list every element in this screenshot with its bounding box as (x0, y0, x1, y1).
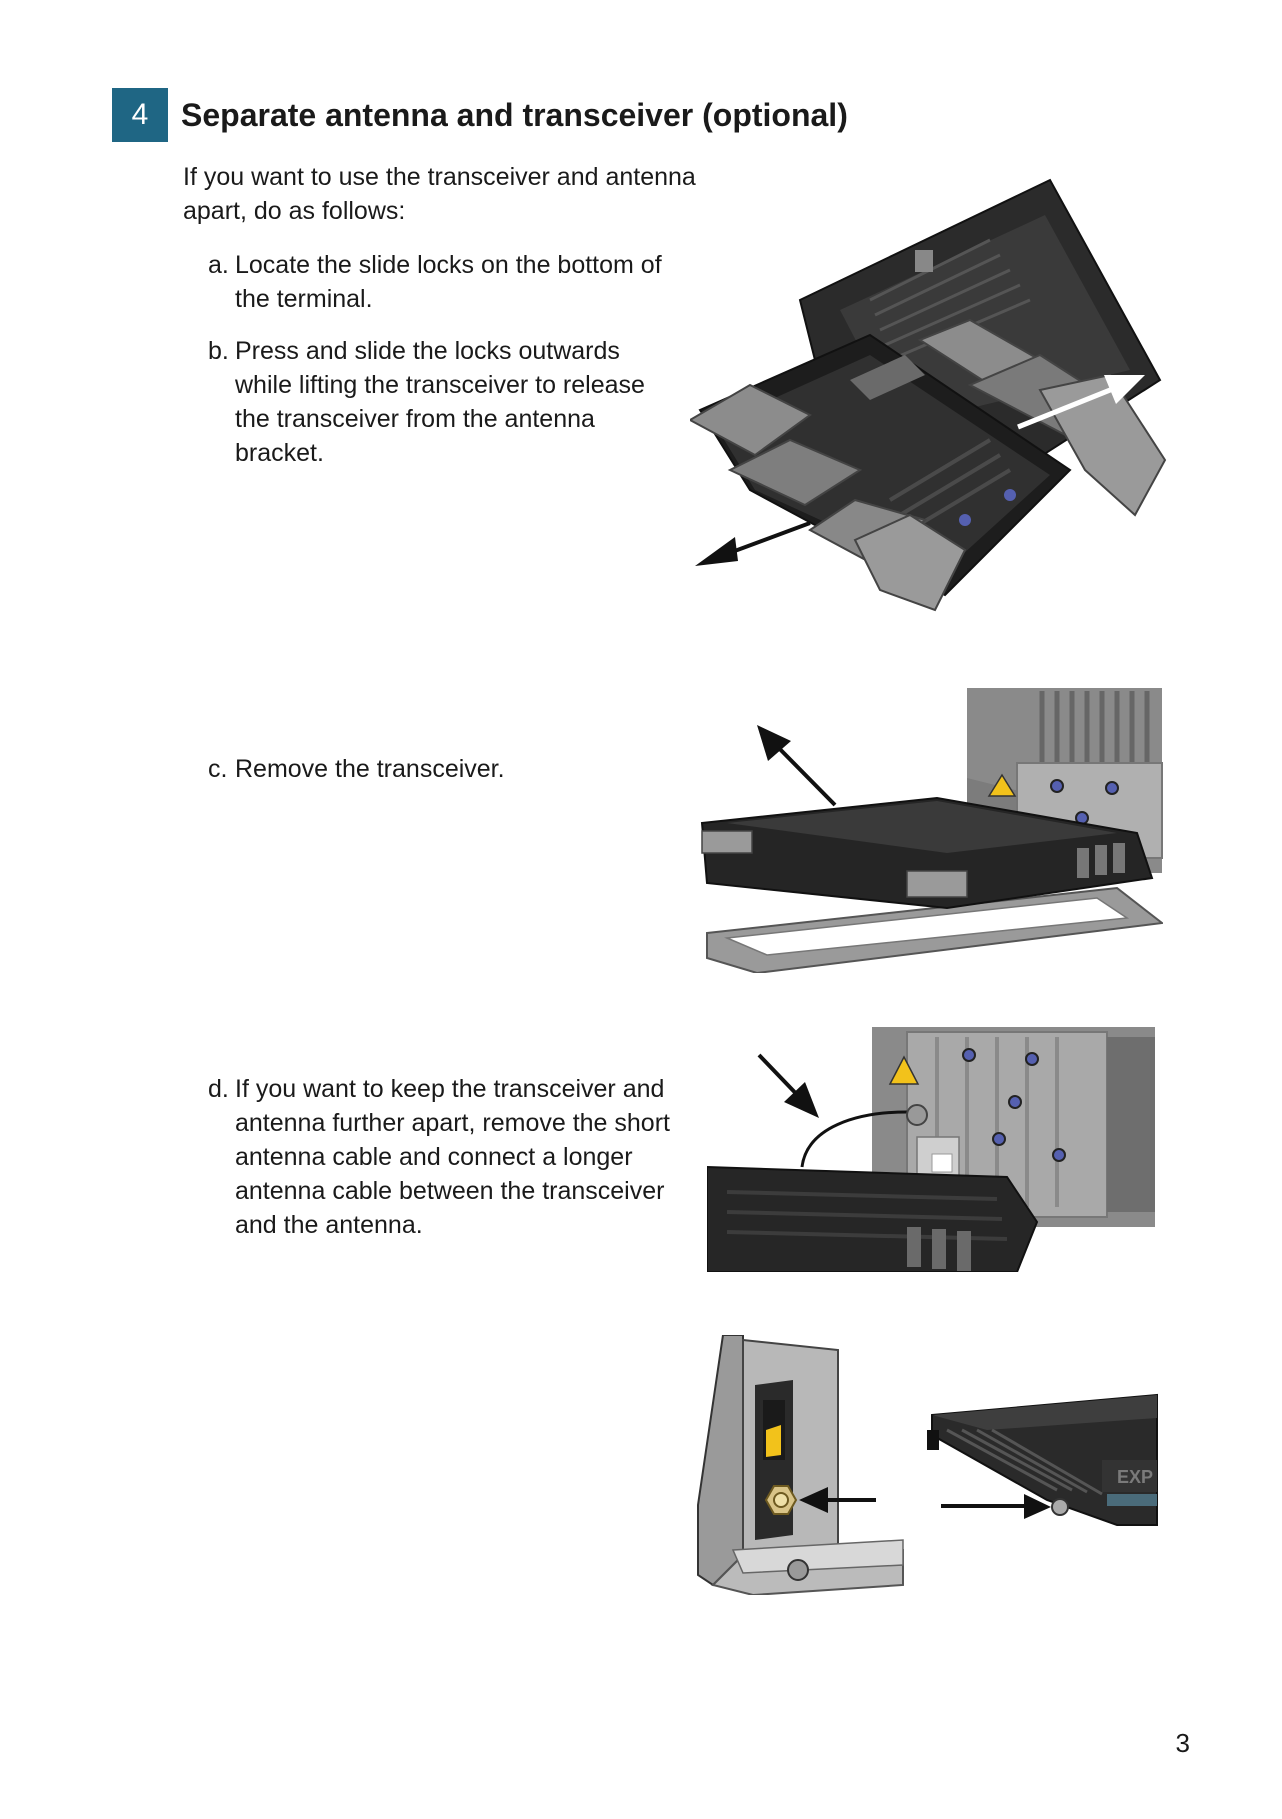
intro-paragraph: If you want to use the transceiver and antenna apart, do as follows: (183, 163, 696, 225)
step-b-text: Press and slide the locks outwards while lifting the transceiver to release the transceiver from the antenna bracket. (235, 337, 645, 467)
step-number-badge: 4 (112, 88, 168, 142)
step-d (208, 1072, 678, 1242)
figure-slide-locks (690, 170, 1180, 620)
step-b-letter: b. (208, 337, 229, 365)
step-c-letter: c. (208, 755, 228, 783)
step-a-letter: a. (208, 251, 229, 279)
step-d-letter: d. (208, 1075, 229, 1103)
page-number: 3 (1175, 1728, 1190, 1758)
step-d-text: If you want to keep the transceiver and antenna further apart, remove the short antenna cable and connect a longer antenna cable between the transceiver and the antenna. (235, 1075, 670, 1239)
step-c-text: Remove the transceiver. (235, 755, 505, 783)
figure-transceiver-connector (927, 1390, 1162, 1540)
figure-antenna-connector (693, 1335, 908, 1595)
figure-antenna-cable (707, 1027, 1155, 1272)
step-c (208, 752, 678, 786)
transceiver-label: EXP (1117, 1467, 1154, 1487)
figure-remove-transceiver (697, 683, 1163, 973)
step-a (208, 248, 678, 316)
step-a-text: Locate the slide locks on the bottom of the terminal. (235, 251, 662, 313)
section-title: Separate antenna and transceiver (optional) (181, 97, 848, 133)
step-b (208, 334, 678, 470)
